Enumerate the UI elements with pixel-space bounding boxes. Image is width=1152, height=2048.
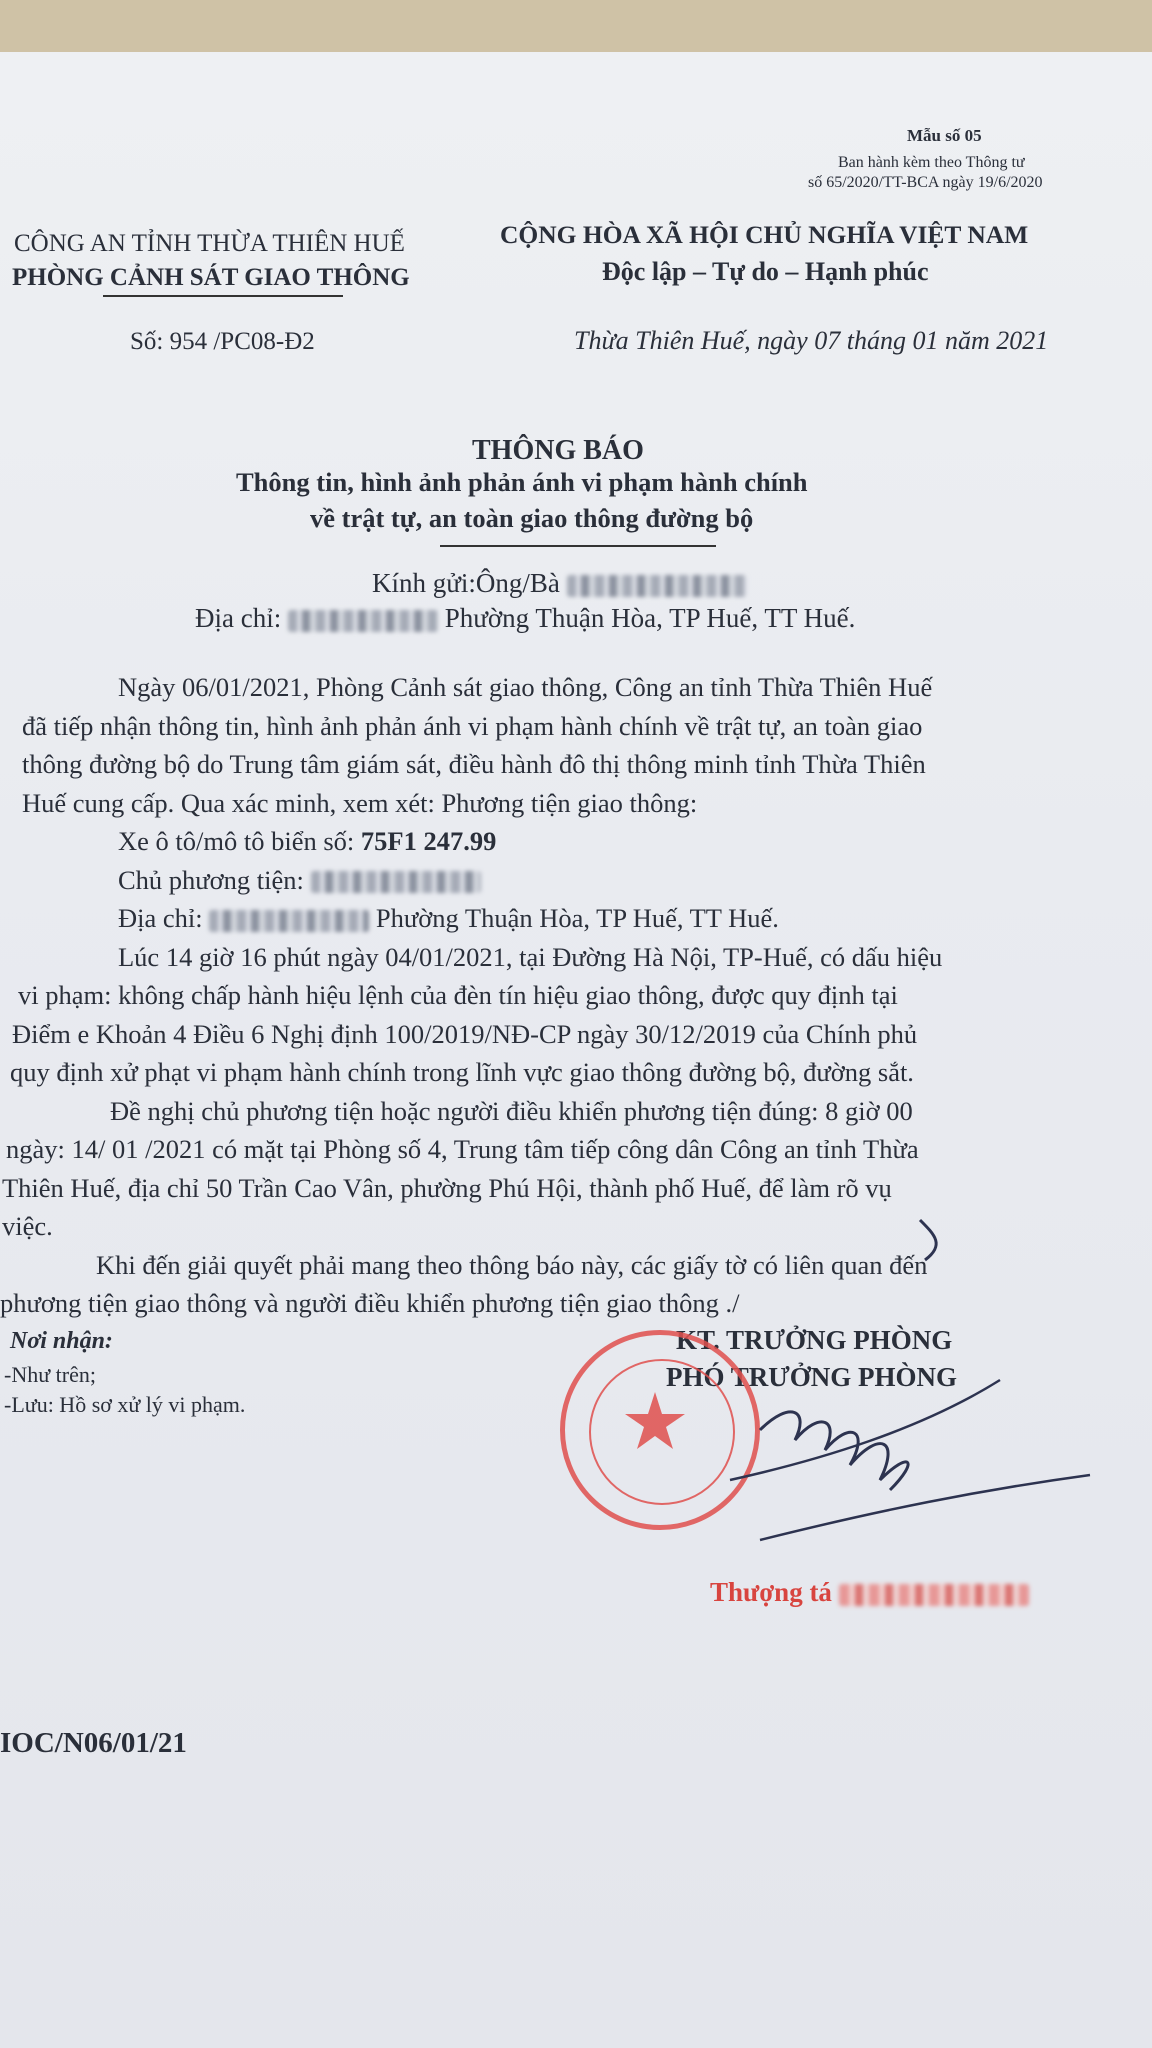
text-line: quy định xử phạt vi phạm hành chính trong lĩnh vực giao thông đường bộ, đường sắt.: [10, 1057, 914, 1087]
sign-title-1: KT. TRƯỞNG PHÒNG: [676, 1325, 953, 1355]
agency-line-2: PHÒNG CẢNH SÁT GIAO THÔNG: [12, 264, 410, 291]
address-label: Địa chỉ:: [195, 603, 282, 633]
recipients-label: Nơi nhận:: [10, 1328, 113, 1354]
text-line: phương tiện giao thông và người điều khiển phương tiện giao thông ./: [0, 1288, 740, 1318]
owner-address-label: Địa chỉ:: [118, 903, 203, 933]
document-subtitle-1: Thông tin, hình ảnh phản ánh vi phạm hành chính: [236, 467, 808, 497]
recipient-item-1: -Như trên;: [4, 1362, 96, 1387]
text-line: Điểm e Khoản 4 Điều 6 Nghị định 100/2019/NĐ-CP ngày 30/12/2019 của Chính phủ: [12, 1018, 918, 1049]
nation-line-2: Độc lập – Tự do – Hạnh phúc: [602, 257, 929, 286]
text-line: Thiên Huế, địa chỉ 50 Trần Cao Vân, phường Phú Hội, thành phố Huế, để làm rõ vụ: [2, 1172, 892, 1203]
addressee-line: [372, 568, 747, 599]
agency-underline: [103, 295, 343, 297]
text-line: ngày: 14/ 01 /2021 có mặt tại Phòng số 4, Trung tâm tiếp công dân Công an tỉnh Thừa: [6, 1134, 919, 1164]
redacted-name: [567, 575, 747, 597]
address-rest: Phường Thuận Hòa, TP Huế, TT Huế.: [444, 603, 856, 633]
addressee-label: Kính gửi:Ông/Bà: [372, 568, 560, 598]
redacted-owner: [311, 871, 481, 893]
text-line: Khi đến giải quyết phải mang theo thông báo này, các giấy tờ có liên quan đến: [96, 1249, 928, 1280]
plate-label: Xe ô tô/mô tô biển số:: [118, 826, 355, 856]
title-underline: [440, 545, 716, 547]
form-reference-1: Ban hành kèm theo Thông tư: [838, 154, 1025, 171]
text-line: Ngày 06/01/2021, Phòng Cảnh sát giao thông, Công an tỉnh Thừa Thiên Huế: [118, 672, 933, 702]
text-line: Huế cung cấp. Qua xác minh, xem xét: Phương tiện giao thông:: [22, 787, 698, 818]
text-line: Lúc 14 giờ 16 phút ngày 04/01/2021, tại Đường Hà Nội, TP-Huế, có dấu hiệu: [118, 941, 943, 972]
owner-line: [0, 861, 1152, 900]
signer-line: [710, 1577, 1029, 1608]
owner-address-line: [0, 899, 1152, 938]
text-line: đã tiếp nhận thông tin, hình ảnh phản ánh vi phạm hành chính về trật tự, an toàn giao: [22, 710, 923, 741]
document-title: THÔNG BÁO: [472, 435, 644, 466]
form-reference-2: số 65/2020/TT-BCA ngày 19/6/2020: [808, 174, 1043, 191]
plate-line: [0, 822, 1152, 861]
signer-rank: Thượng tá: [710, 1577, 832, 1607]
owner-label: Chủ phương tiện:: [118, 864, 304, 895]
sign-title-2: PHÓ TRƯỞNG PHÒNG: [666, 1362, 958, 1392]
nation-line-1: CỘNG HÒA XÃ HỘI CHỦ NGHĨA VIỆT NAM: [500, 220, 1029, 249]
reference-code: IOC/N06/01/21: [0, 1727, 187, 1759]
plate-number: 75F1 247.99: [360, 826, 497, 856]
text-line: Đề nghị chủ phương tiện hoặc người điều khiển phương tiện đúng: 8 giờ 00: [110, 1095, 913, 1126]
handwritten-signature: [700, 1180, 1120, 1560]
document-subtitle-2: về trật tự, an toàn giao thông đường bộ: [310, 503, 754, 533]
redacted-address: [288, 610, 438, 632]
text-line: việc.: [2, 1211, 53, 1241]
form-number: Mẫu số 05: [907, 126, 982, 145]
redacted-signer-name: [839, 1584, 1029, 1606]
recipient-item-2: -Lưu: Hồ sơ xử lý vi phạm.: [4, 1392, 246, 1417]
place-date: Thừa Thiên Huế, ngày 07 tháng 01 năm 2021: [574, 326, 1049, 355]
text-line: thông đường bộ do Trung tâm giám sát, điều hành đô thị thông minh tỉnh Thừa Thiên: [22, 749, 926, 779]
owner-address-rest: Phường Thuận Hòa, TP Huế, TT Huế.: [375, 903, 779, 933]
redacted-owner-address: [209, 910, 369, 932]
text-line: vi phạm: không chấp hành hiệu lệnh của đèn tín hiệu giao thông, được quy định tại: [18, 980, 898, 1010]
document-number: Số: 954 /PC08-Đ2: [130, 328, 315, 355]
addressee-address-line: [195, 603, 855, 634]
agency-line-1: CÔNG AN TỈNH THỪA THIÊN HUẾ: [14, 230, 405, 257]
